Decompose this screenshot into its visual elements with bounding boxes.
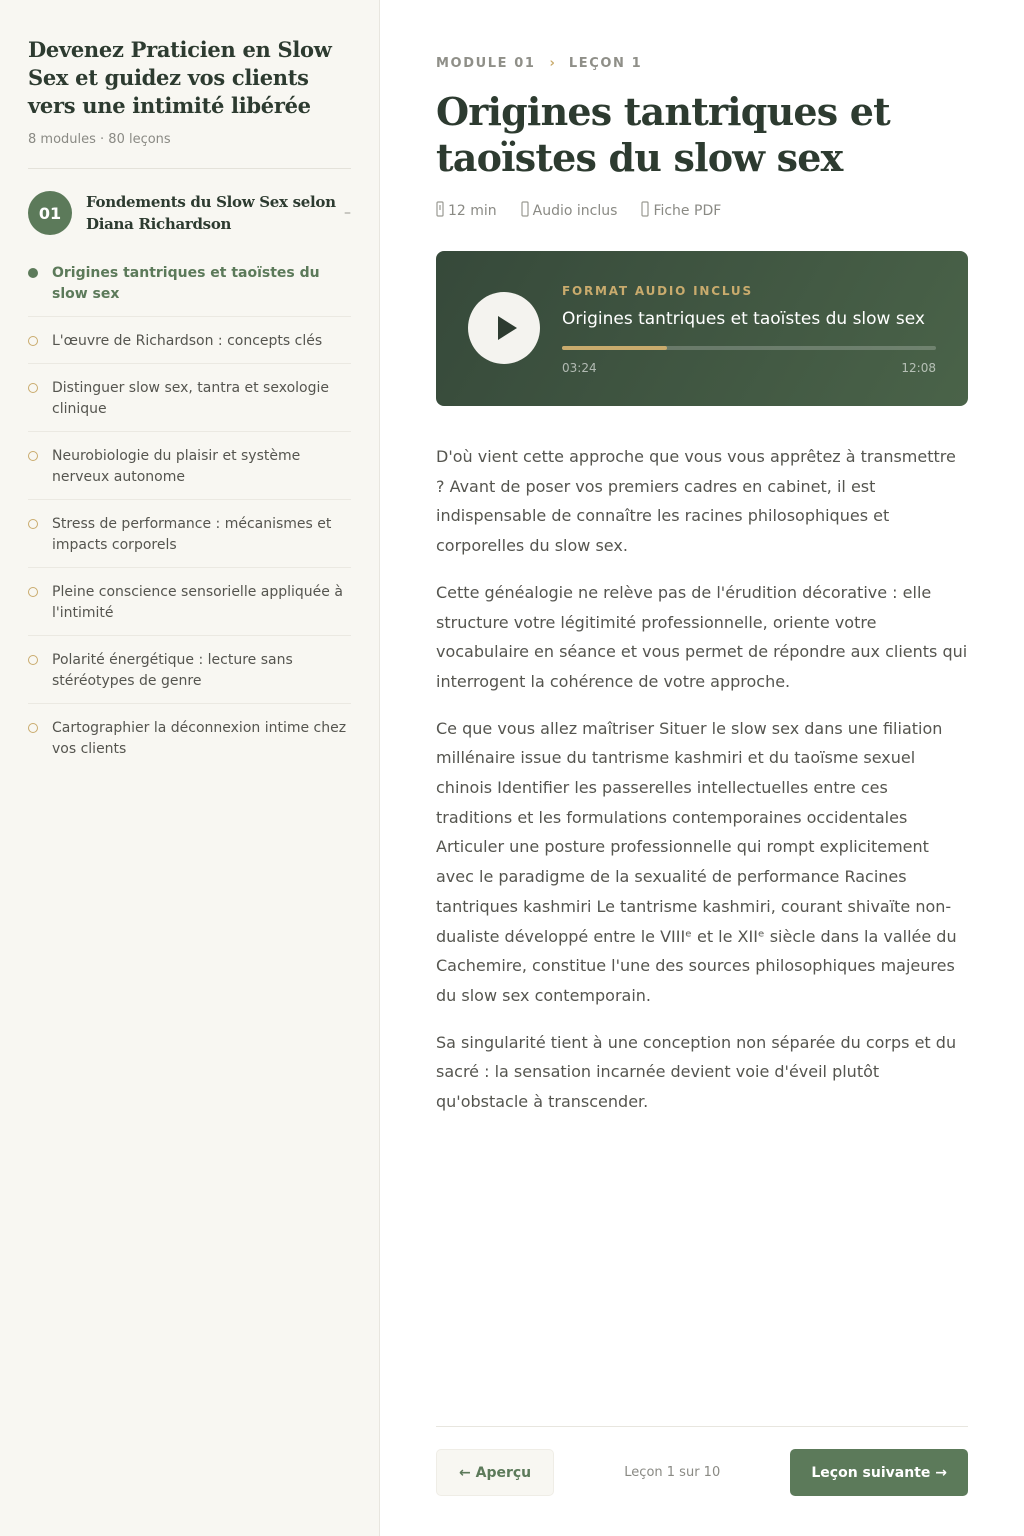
lesson-item-pleine-conscience[interactable] [28, 578, 351, 636]
audio-meta-text: Audio inclus [532, 203, 618, 219]
lesson-meta [436, 201, 968, 221]
audio-progress-bar[interactable] [562, 346, 936, 350]
lesson-label: Neurobiologie du plaisir et système nerveux autonome [52, 448, 301, 485]
lesson-status-dot-icon [28, 587, 38, 597]
lesson-label: Origines tantriques et taoïstes du slow sex [52, 265, 320, 302]
lesson-item-neurobiologie[interactable] [28, 442, 351, 500]
module-number-badge: 01 [28, 191, 72, 235]
lesson-footer [436, 1426, 968, 1496]
lesson-status-dot-icon [28, 268, 38, 278]
audio-progress-fill [562, 346, 667, 350]
lesson-pager: Leçon 1 sur 10 [624, 1465, 721, 1480]
collapse-icon[interactable]: – [344, 205, 351, 221]
next-lesson-button[interactable]: Leçon suivante → [790, 1449, 968, 1496]
course-sidebar [0, 0, 380, 1536]
breadcrumb-module[interactable]: MODULE 01 [436, 56, 536, 71]
document-icon [641, 201, 649, 221]
lesson-label: Polarité énergétique : lecture sans stéréotypes de genre [52, 652, 293, 689]
body-paragraph: Cette généalogie ne relève pas de l'érudition décorative : elle structure votre légitimité professionnelle, oriente votre vocabulaire en séance et vous permet de répondre aux clients qui interrogent la cohérence de votre approche. [436, 582, 968, 691]
lesson-label: Cartographier la déconnexion intime chez vos clients [52, 720, 347, 757]
audio-meta [521, 201, 618, 221]
sidebar-divider [28, 168, 351, 169]
course-title: Devenez Praticien en Slow Sex et guidez vos clients vers une intimité libérée [28, 37, 332, 118]
play-button[interactable] [468, 292, 540, 364]
lesson-status-dot-icon [28, 519, 38, 529]
module-header[interactable] [28, 191, 351, 235]
body-paragraph: D'où vient cette approche que vous vous apprêtez à transmettre ? Avant de poser vos premiers cadres en cabinet, il est indispensable de connaître les racines philosophiques et corporelles du slow sex. [436, 447, 956, 556]
breadcrumb [436, 56, 968, 71]
clock-icon [436, 201, 444, 221]
lesson-status-dot-icon [28, 451, 38, 461]
lesson-label: Stress de performance : mécanismes et impacts corporels [52, 516, 332, 553]
lesson-item-cartographier[interactable] [28, 714, 351, 771]
audio-times [562, 361, 936, 375]
pdf-meta[interactable] [641, 201, 721, 221]
lesson-label: Pleine conscience sensorielle appliquée à l'intimité [52, 584, 343, 621]
lesson-status-dot-icon [28, 336, 38, 346]
headphones-icon [521, 201, 529, 221]
audio-info [562, 284, 936, 375]
play-icon [496, 315, 518, 341]
lesson-item-origines[interactable] [28, 259, 351, 317]
lesson-list [28, 259, 351, 771]
breadcrumb-separator-icon: › [549, 56, 555, 71]
module-title: Fondements du Slow Sex selon Diana Richardson [86, 193, 336, 233]
page-title: Origines tantriques et taoïstes du slow sex [436, 89, 890, 180]
lesson-status-dot-icon [28, 655, 38, 665]
lesson-label: Distinguer slow sex, tantra et sexologie clinique [52, 380, 329, 417]
lesson-status-dot-icon [28, 723, 38, 733]
duration-meta [436, 201, 497, 221]
body-paragraph: Ce que vous allez maîtriser Situer le slow sex dans une filiation millénaire issue du tantrisme kashmiri et du taoïsme sexuel chinois Identifier les passerelles intellectuelles entre ces traditions et les formulations contemporaines occidentales Articuler une posture professionnelle qui rompt explicitement avec le paradigme de la sexualité de performance Racines tantriques kashmiri Le tantrisme kashmiri, courant shivaïte non-dualiste développé entre le VIIIᵉ et le XIIᵉ siècle dans la vallée du Cachemire, constitue l'une des sources philosophiques majeures du slow sex contemporain. [436, 718, 957, 1005]
breadcrumb-lesson: LEÇON 1 [568, 56, 643, 71]
lesson-label: L'œuvre de Richardson : concepts clés [52, 333, 323, 349]
lesson-item-richardson[interactable] [28, 327, 351, 364]
audio-current-time: 03:24 [562, 361, 597, 375]
previous-button[interactable]: ← Aperçu [436, 1449, 554, 1496]
audio-total-time: 12:08 [901, 361, 936, 375]
lesson-item-distinguer[interactable] [28, 374, 351, 432]
pdf-meta-text: Fiche PDF [653, 203, 722, 219]
audio-title: Origines tantriques et taoïstes du slow sex [562, 309, 925, 329]
lesson-item-polarite[interactable] [28, 646, 351, 704]
lesson-body [436, 442, 968, 1117]
lesson-content [436, 0, 968, 1134]
lesson-status-dot-icon [28, 383, 38, 393]
duration-text: 12 min [448, 203, 497, 219]
lesson-item-stress[interactable] [28, 510, 351, 568]
audio-player [436, 251, 968, 406]
audio-kicker: FORMAT AUDIO INCLUS [562, 284, 753, 298]
course-meta: 8 modules · 80 leçons [28, 132, 171, 147]
body-paragraph: Sa singularité tient à une conception non séparée du corps et du sacré : la sensation incarnée devient voie d'éveil plutôt qu'obstacle à transcender. [436, 1032, 957, 1112]
